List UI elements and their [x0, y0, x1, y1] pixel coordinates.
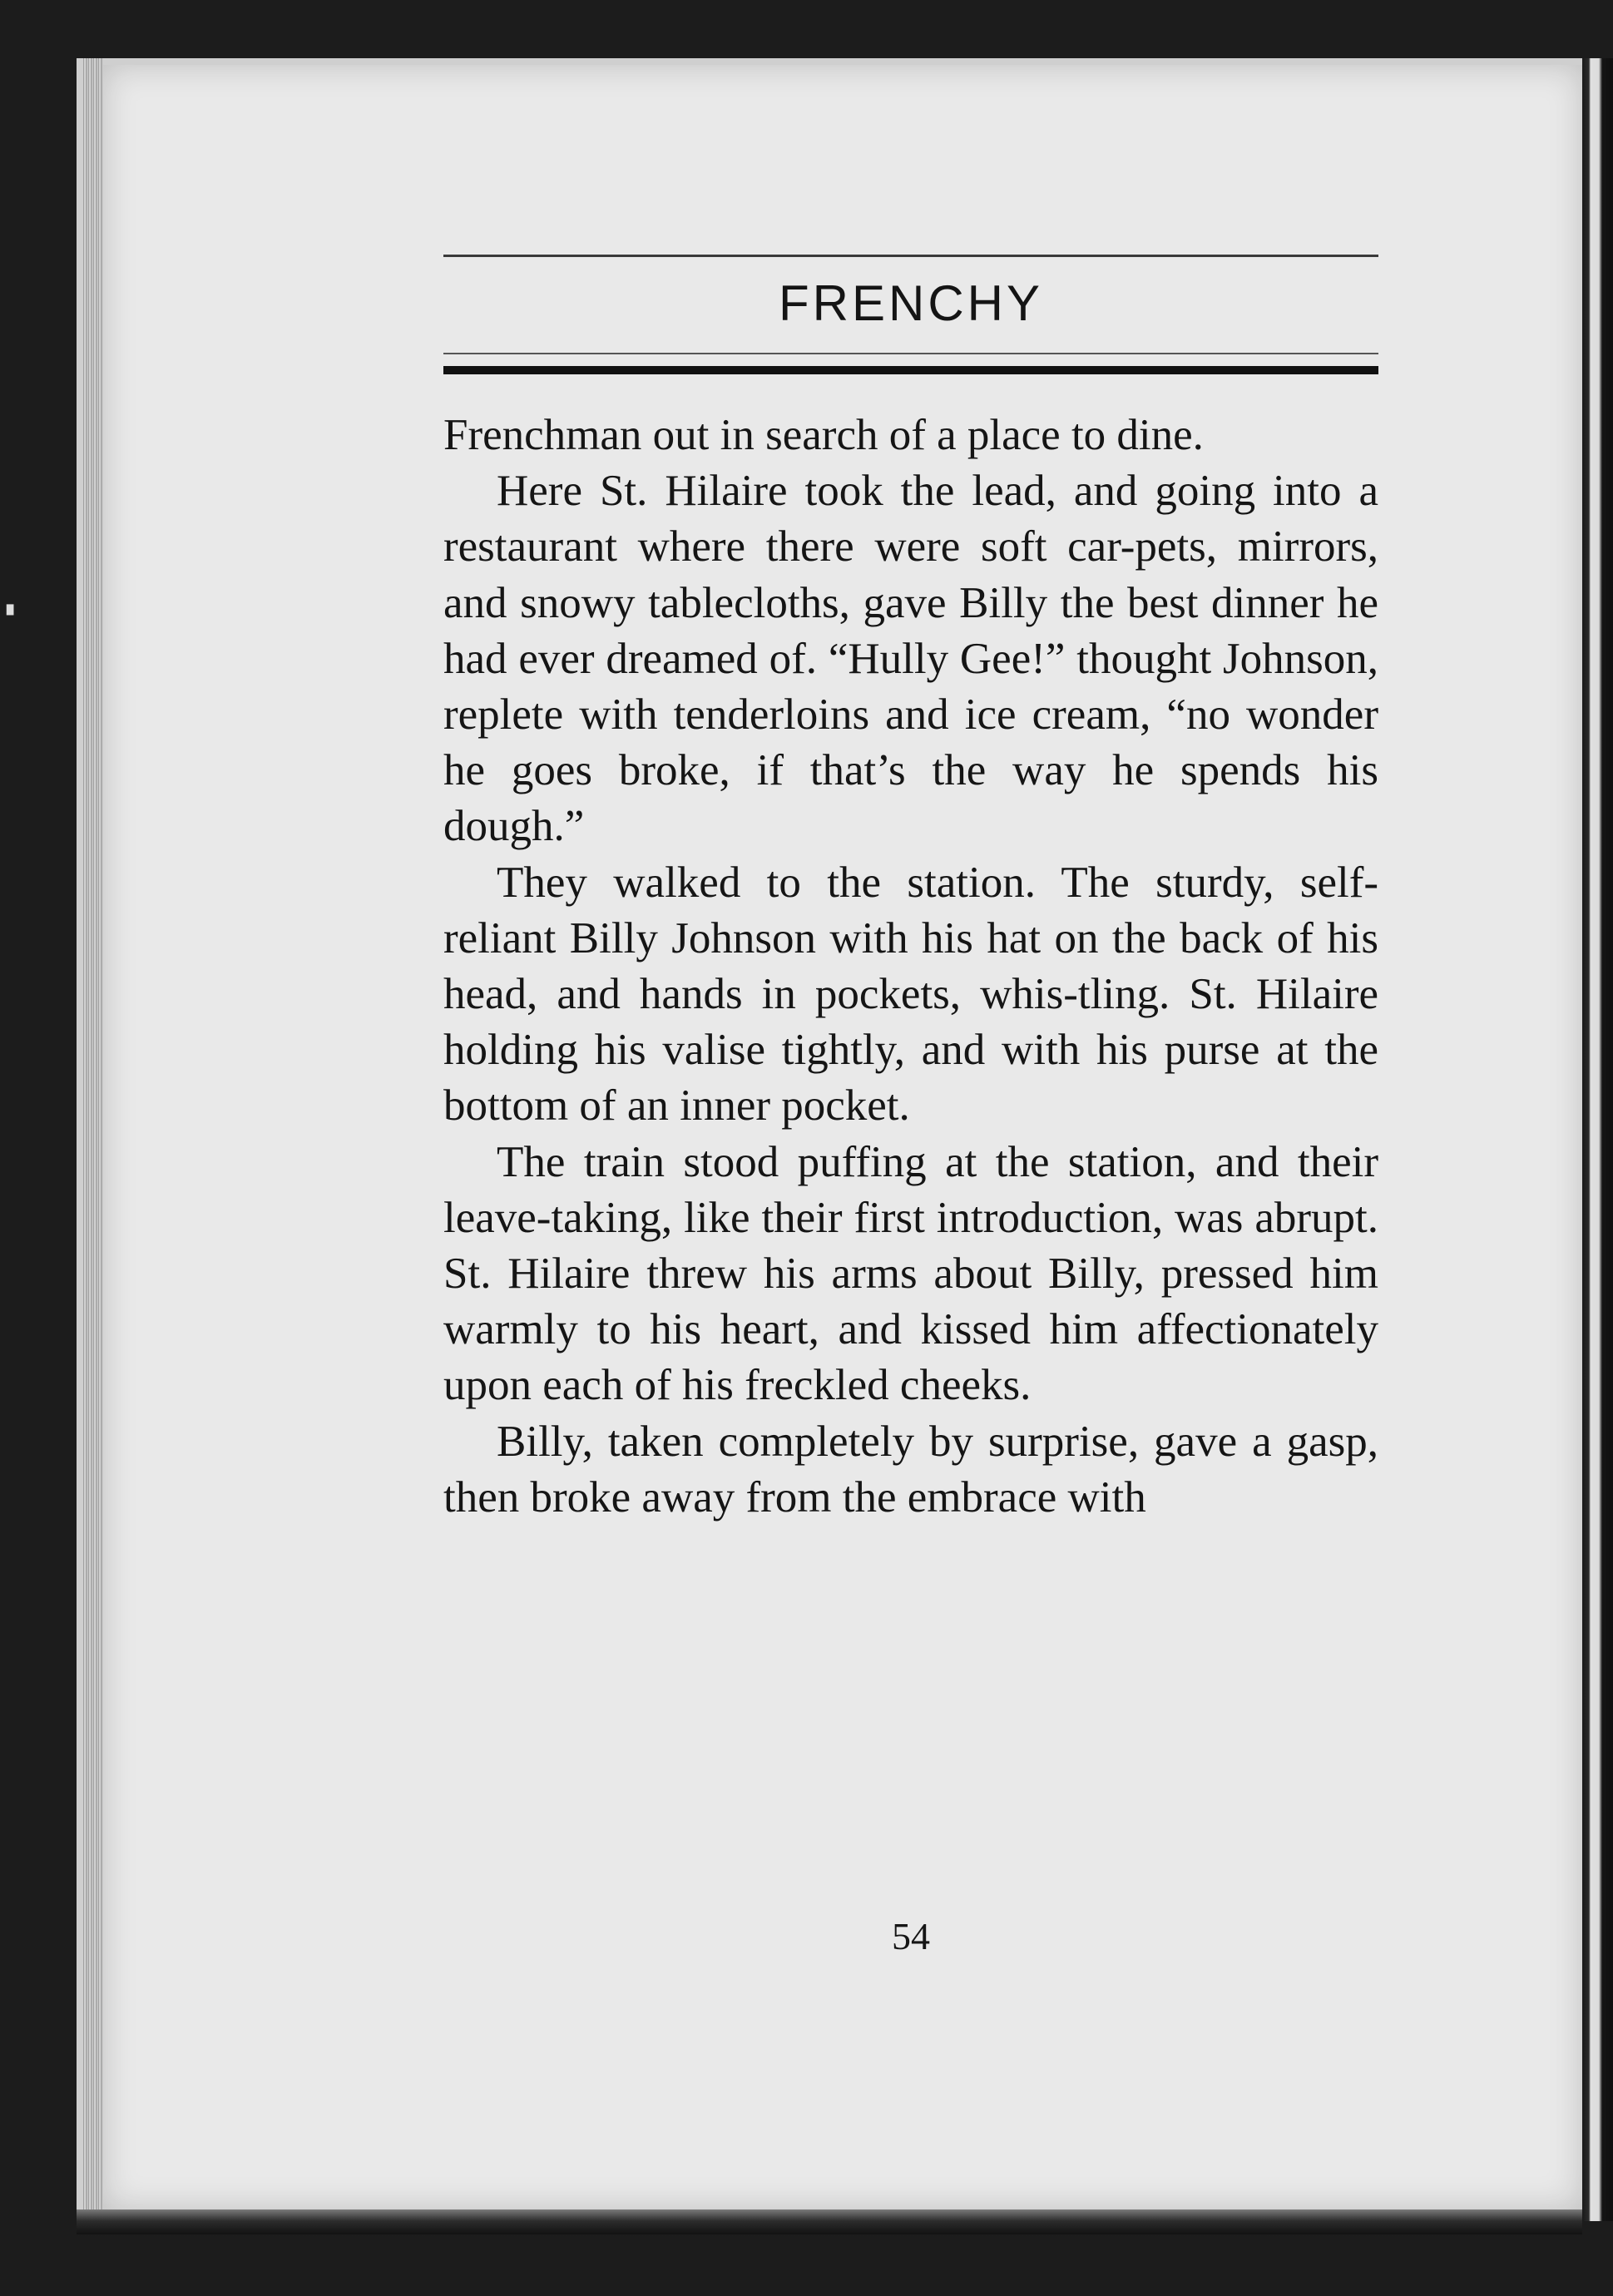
book-bottom-edge — [77, 2209, 1582, 2234]
running-head: FRENCHY — [778, 275, 1043, 331]
body-text — [443, 408, 1378, 1526]
header-rule-thick — [443, 366, 1378, 374]
scan-speck: ▘ — [7, 606, 21, 626]
header-rule-thin — [443, 353, 1378, 354]
page-number: 54 — [892, 1915, 930, 1957]
paragraph: Frenchman out in search of a place to dine. — [443, 411, 1204, 459]
paragraph: The train stood puffing at the station, and their leave-taking, like their first introduction, was abrupt. St. Hilaire threw his arms about Billy, pressed him warmly to his heart, and kissed him affectionately upon each of his freckled cheeks. — [443, 1137, 1378, 1410]
paragraph: Billy, taken completely by surprise, gave a gasp, then broke away from the embrace with — [443, 1417, 1378, 1522]
facing-page-edge — [1582, 58, 1613, 2221]
page-edges — [83, 58, 103, 2221]
paragraph: Here St. Hilaire took the lead, and going into a restaurant where there were soft car-pets, mirrors, and snowy tablecloths, gave Billy the best dinner he had ever dreamed of. “Hully Gee!” thought Johnson, replete with tenderloins and ice cream, “no wonder he goes broke, if that’s the way he spends his dough.” — [443, 467, 1378, 851]
paragraph: They walked to the station. The sturdy, self-reliant Billy Johnson with his hat on the back of his head, and hands in pockets, whis-tling. St. Hilaire holding his valise tightly, and with his purse at the bottom of an inner pocket. — [443, 858, 1378, 1131]
header-rule-top — [443, 255, 1378, 257]
